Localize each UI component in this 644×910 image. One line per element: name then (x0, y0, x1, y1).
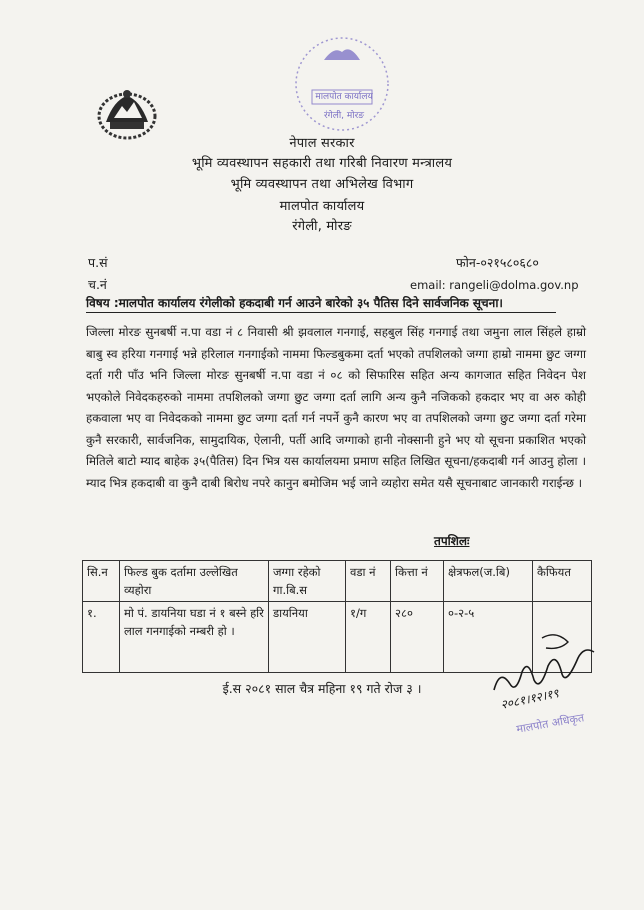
col-fieldbook-description: फिल्ड बुक दर्तामा उल्लेखित व्यहोरा (120, 561, 269, 602)
dispatch-number-label: च.नं (88, 277, 107, 292)
col-vdc: जग्गा रहेको गा.बि.स (269, 561, 346, 602)
header-government: नेपाल सरकार (289, 136, 355, 151)
cell-plot-number: २८० (391, 602, 444, 673)
cell-fieldbook-description: मो पं. डायनिया घडा नं १ बस्ने हरि लाल गनगाईको नम्बरी हो । (120, 602, 269, 673)
header-location: रंगेली, मोरङ (292, 219, 352, 234)
office-stamp (288, 30, 396, 138)
col-remarks: कैफियत (533, 561, 592, 602)
schedule-title: तपशिलः (434, 534, 470, 548)
header-office: मालपोत कार्यालय (279, 199, 365, 214)
col-area: क्षेत्रफल(ज.बि) (444, 561, 533, 602)
col-serial: सि.न (83, 561, 120, 602)
header-department: भूमि व्यवस्थापन तथा अभिलेख विभाग (230, 177, 414, 192)
cell-area: ०-२-५ (444, 602, 533, 673)
cell-vdc: डायनिया (269, 602, 346, 673)
officer-title-stamp: मालपोत अधिकृत (515, 711, 586, 736)
table-header-row (83, 561, 592, 602)
phone-number: फोन-०२१५८०६८० (456, 255, 539, 270)
email-address: email: rangeli@dolma.gov.np (410, 278, 579, 292)
cell-serial: १. (83, 602, 120, 673)
notice-subject: विषय :मालपोत कार्यालय रंगेलीको हकदाबी गर्न आउने बारेको ३५ पैतिस दिने सार्वजनिक सूचना। (86, 294, 556, 313)
issue-date-line: ई.स २०८१ साल चैत्र महिना १९ गते रोज ३ । (222, 681, 422, 696)
notice-body: जिल्ला मोरङ सुनबर्षी न.पा वडा नं ८ निवासी श्री झवलाल गनगाई, सहबुल सिंह गनगाई तथा जमुना लाल सिंहले हाम्रो बाबु स्व हरिया गनगाई भन्ने हरिलाल गनगाईको नाममा फिल्डबुकमा दर्ता भएको तपशिलको जग्गा हाम्रो नाममा छुट जग्गा दर्ता गरी पाँउ भनि जिल्ला मोरङ सुनबर्षी न.पा वडा नं ०८ को सिफारिस सहित अन्य कागजात सहित निवेदन पेश भएकोले निवेदकहरुको नाममा तपशिलको जग्गा छुट जग्गा दर्ता लागि अन्य कुनै नजिकको हकदार भए वा अरु कोही हकवाला भए वा निवेदकको नाममा छुट जग्गा दर्ता गर्न नपर्ने कुनै कारण भए वा तपशिलको जग्गा छुट जग्गा दर्ता गरेमा कुनै सरकारी, सार्वजनिक, सामुदायिक, ऐलानी, पर्ती आदि जग्गाको हानी नोक्सानी हुने भए यो सूचना प्रकाशित भएको मितिले बाटो म्याद बाहेक ३५(पैतिस) दिन भित्र यस कार्यालयमा प्रमाण सहित लिखित सूचना/हकदाबी गर्न आउनु होला । म्याद भित्र हकदाबी वा कुनै दाबी बिरोध नपरे कानुन बमोजिम भई जाने व्यहोरा समेत यसै सूचनाबाट जानकारी गराईन्छ । (86, 325, 586, 490)
stamp-subtext: रंगेली, मोरङ (323, 111, 365, 121)
signature-date: २०८१।१२।१९ (499, 686, 560, 712)
stamp-text: मालपोत कार्यालय (315, 92, 373, 102)
officer-signature (486, 628, 604, 736)
col-ward: वडा नं (346, 561, 391, 602)
cell-ward: १/ग (346, 602, 391, 673)
header-ministry: भूमि व्यवस्थापन सहकारी तथा गरिबी निवारण मन्त्रालय (191, 156, 453, 171)
col-plot-number: कित्ता नं (391, 561, 444, 602)
letter-number-label: प.सं (88, 255, 108, 270)
